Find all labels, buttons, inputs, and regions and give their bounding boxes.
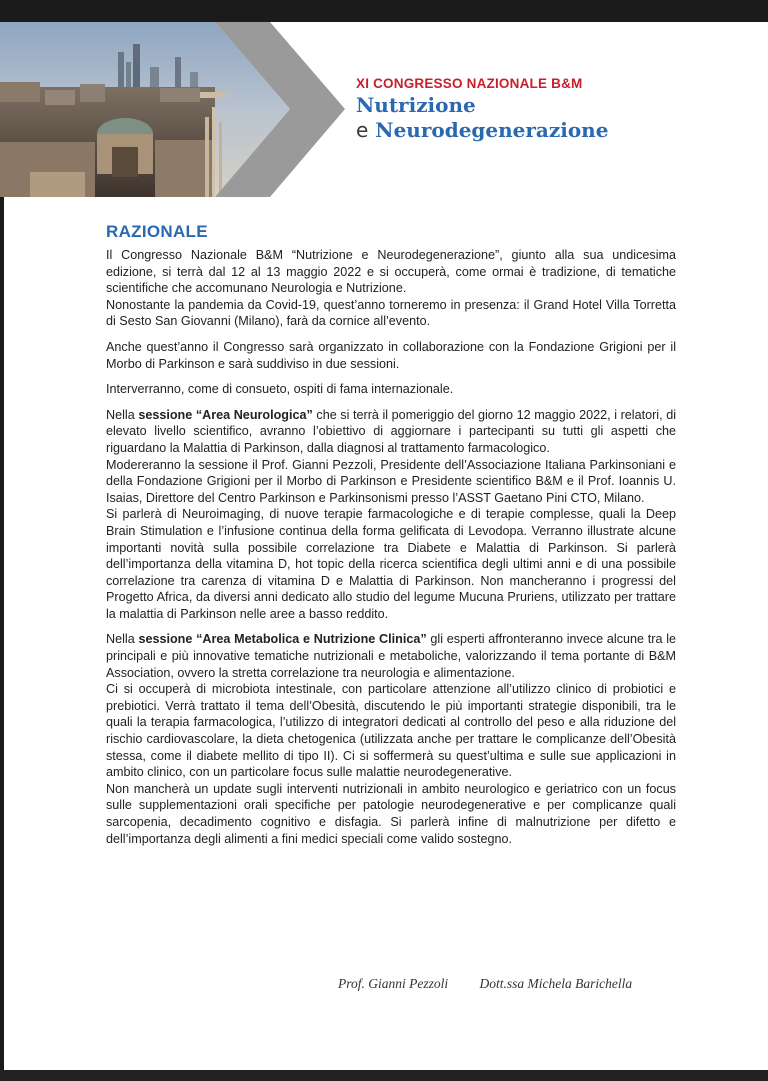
paragraph-8 (106, 631, 676, 681)
paragraph-6: Modereranno la sessione il Prof. Gianni Pezzoli, Presidente dell’Associazione Italiana Parkinsoniani e della Fondazione Grigioni per il Morbo di Parkinson e Presidente scientifico B&M e il Prof. Ioannis U. Isaias, Direttore del Centro Parkinson e Parkinsonismi presso l’ASST Gaetano Pini CTO, Milano. (106, 457, 676, 505)
paragraph-2: Nonostante la pandemia da Covid-19, quest’anno torneremo in presenza: il Grand Hotel Villa Torretta di Sesto San Giovanni (Milano), farà da cornice all’evento. (106, 297, 676, 329)
paragraph-1: Il Congresso Nazionale B&M “Nutrizione e Neurodegenerazione”, giunto alla sua undicesima edizione, si terrà dal 12 al 13 maggio 2022 e si occuperà, come ormai è tradizione, di tematiche scientifiche che accomunano Neurologia e Nutrizione. (106, 248, 676, 296)
milan-skyline-photo (0, 22, 350, 197)
paragraph-10: Non mancherà un update sugli interventi nutrizionali in ambito neurologico e geriatrico con un focus sulle supplementazioni orali specifiche per patologie neurodegenerative e per complicanze quali sarcopenia, decadimento cognitivo e disfagia. Si parlerà infine di malnutrizione per difetto e dell’importanza degli alimenti a fini medici speciali come valido sostegno. (106, 781, 676, 846)
device-top-bar (0, 0, 768, 22)
paragraph-3: Anche quest’anno il Congresso sarà organizzato in collaborazione con la Fondazione Grigioni per il Morbo di Parkinson e sarà suddiviso in due sessioni. (106, 339, 676, 371)
paragraph-5-pre: Nella (106, 407, 139, 422)
title-line-2-main: Neurodegenerazione (375, 118, 609, 142)
paragraph-8-pre: Nella (106, 632, 139, 647)
section-heading: RAZIONALE (106, 222, 208, 241)
signature-1: Prof. Gianni Pezzoli (338, 976, 449, 991)
congress-label: XI CONGRESSO NAZIONALE B&M (356, 76, 583, 91)
paragraph-7: Si parlerà di Neuroimaging, di nuove terapie farmacologiche e di terapie complesse, quali la Deep Brain Stimulation e l’infusione continua della forma gelificata di Levodopa. Verranno illustrate alcune importanti novità sulla possibile correlazione tra Diabete e Malattia di Parkinson. Si parlerà dell’importanza della vitamina D, hot topic della ricerca scientifica degli ultimi anni e di una possibile correlazione tra carenza di vitamina D e Malattia di Parkinson. Non mancheranno i progressi del Progetto Africa, da diversi anni dedicato allo studio del legume Mucuna Pruriens, utilizzato per trattare la malattia di Parkinson nelle aree a basso reddito. (106, 507, 676, 621)
paragraph-5-bold: sessione “Area Neurologica” (138, 407, 313, 422)
paragraph-5 (106, 407, 676, 457)
title-line-2 (356, 118, 608, 143)
header-title-block (356, 76, 608, 143)
paragraph-8-post: gli esperti affronteranno invece alcune tra le principali e più innovative tematiche nutrizionali e metaboliche, valorizzando il tema portante di B&M Association, ovvero la stretta correlazione tra neurologia e alimentazione. (106, 632, 676, 680)
paragraph-5-post: che si terrà il pomeriggio del giorno 12 maggio 2022, i relatori, di elevato livello scientifico, avranno l’obiettivo di aggiornare i partecipanti su tutti gli aspetti che riguardano la Malattia di Parkinson, dalla diagnosi al trattamento farmacologico. (106, 407, 677, 455)
title-line-2-prefix: e (356, 118, 369, 142)
header-banner (0, 22, 350, 197)
main-content (106, 222, 676, 847)
device-bottom-bar (0, 1070, 768, 1081)
paragraph-8-bold: sessione “Area Metabolica e Nutrizione Clinica” (138, 632, 427, 647)
paragraph-9: Ci si occuperà di microbiota intestinale, con particolare attenzione all’utilizzo clinico di probiotici e prebiotici. Verrà trattato il tema dell’Obesità, discutendo le più importanti strategie disponibili, tra le quali la terapia farmacologica, l’utilizzo di integratori dedicati al controllo del peso e alla riduzione del rischio cardiovascolare, la dieta chetogenica (utilizzata anche per trattare le complicanze dell’Obesità stessa, come il diabete mellito di tipo II). Ci si soffermerà su quest’ultima e sulle sue applicazioni in ambito clinico, con un particolare focus sulle malattie neurodegenerative. (106, 682, 676, 780)
signature-2: Dott.ssa Michela Barichella (479, 976, 633, 991)
title-line-1: Nutrizione (356, 93, 476, 117)
paragraph-4: Interverranno, come di consueto, ospiti di fama internazionale. (106, 382, 454, 397)
signatures (338, 976, 632, 992)
